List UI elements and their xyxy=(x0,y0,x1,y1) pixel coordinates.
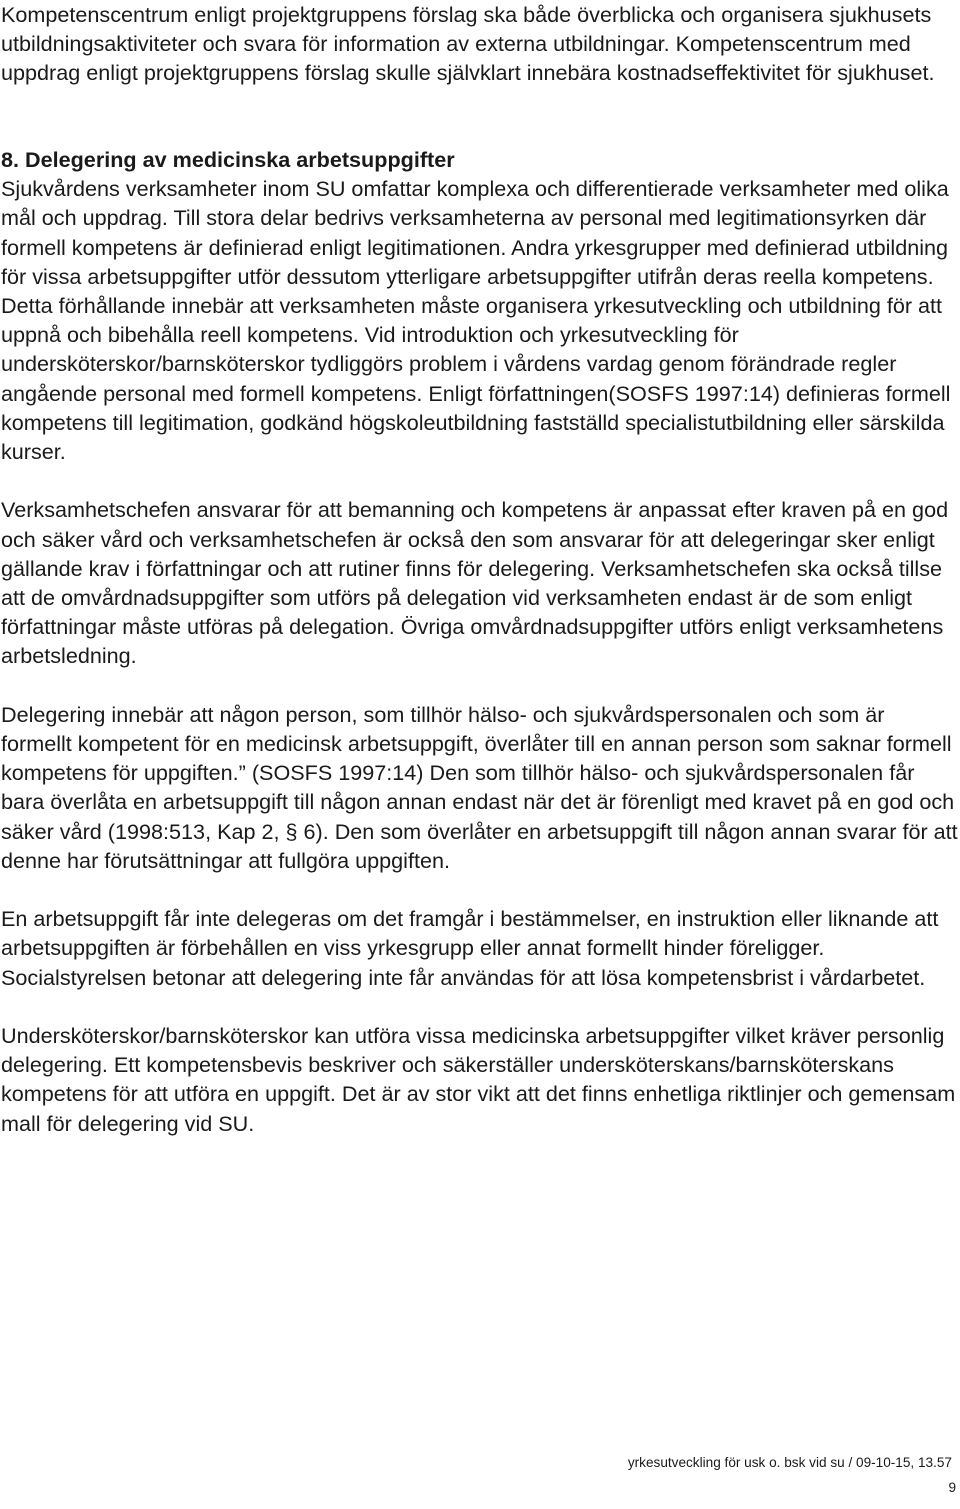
intro-block xyxy=(1,0,959,88)
body-paragraph-4: En arbetsuppgift får inte delegeras om det framgår i bestämmelser, en instruktion eller liknande att arbetsuppgiften är förbehållen en viss yrkesgrupp eller annat formellt hinder föreligger. Socialstyrelsen betonar att delegering inte får användas för att lösa kompetensbrist i vårdarbetet. xyxy=(1,906,939,990)
body-paragraph-1: Sjukvårdens verksamheter inom SU omfattar komplexa och differentierade verksamheter med olika mål och uppdrag. Till stora delar bedrivs verksamheterna av personal med legitimationsyrken där formell kompetens är definierad enligt legitimationen. Andra yrkesgrupper med definierad utbildning för vissa arbetsuppgifter utför dessutom ytterligare arbetsuppgifter utifrån deras reella kompetens. Detta förhållande innebär att verksamheten måste organisera yrkesutveckling och utbildning för att uppnå och bibehålla reell kompetens. Vid introduktion och yrkesutveckling för undersköterskor/barnsköterskor tydliggörs problem i vårdens vardag genom förändrade regler angående personal med formell kompetens. Enligt författningen(SOSFS 1997:14) definieras formell kompetens till legitimation, godkänd högskoleutbildning fastställd specialistutbildning eller särskilda kurser. xyxy=(1,176,951,465)
body-paragraph-2: Verksamhetschefen ansvarar för att bemanning och kompetens är anpassat efter kraven på en god och säker vård och verksamhetschefen är också den som ansvarar för att delegeringar sker enligt gällande krav i författningar och att rutiner finns för delegering. Verksamhetschefen ska också tillse att de omvårdnadsuppgifter som utförs på delegation vid verksamheten endast är de som enligt författningar måste utföras på delegation. Övriga omvårdnadsuppgifter utförs enligt verksamhetens arbetsledning. xyxy=(1,497,949,669)
body-paragraph-5: Undersköterskor/barnsköterskor kan utföra vissa medicinska arbetsuppgifter vilket kräver personlig delegering. Ett kompetensbevis beskriver och säkerställer undersköterskans/barnsköterskans kompetens för att utföra en uppgift. Det är av stor vikt att det finns enhetliga riktlinjer och gemensam mall för delegering vid SU. xyxy=(1,1023,956,1136)
footer-document-label: yrkesutveckling för usk o. bsk vid su / 09-10-15, 13.57 xyxy=(627,1455,952,1470)
intro-paragraph: Kompetenscentrum enligt projektgruppens förslag ska både överblicka och organisera sjukhusets utbildningsaktiviteter och svara för information av externa utbildningar. Kompetenscentrum med uppdrag enligt projektgruppens förslag skulle självklart innebära kostnadseffektivitet för sjukhuset. xyxy=(1,2,935,86)
section-heading: 8. Delegering av medicinska arbetsuppgifter xyxy=(1,147,455,172)
body-paragraph-3: Delegering innebär att någon person, som tillhör hälso- och sjukvårdspersonalen och som är formellt kompetent för en medicinsk arbetsuppgift, överlåter till en annan person som saknar formell kompetens för uppgiften.” (SOSFS 1997:14) Den som tillhör hälso- och sjukvårdspersonalen får bara överlåta en arbetsuppgift till någon annan endast när det är förenligt med kravet på en god och säker vård (1998:513, Kap 2, § 6). Den som överlåter en arbetsuppgift till någon annan svarar för att denne har förutsättningar att fullgöra uppgiften. xyxy=(1,701,958,873)
section-delegering xyxy=(1,145,959,1138)
page-number: 9 xyxy=(948,1480,956,1495)
